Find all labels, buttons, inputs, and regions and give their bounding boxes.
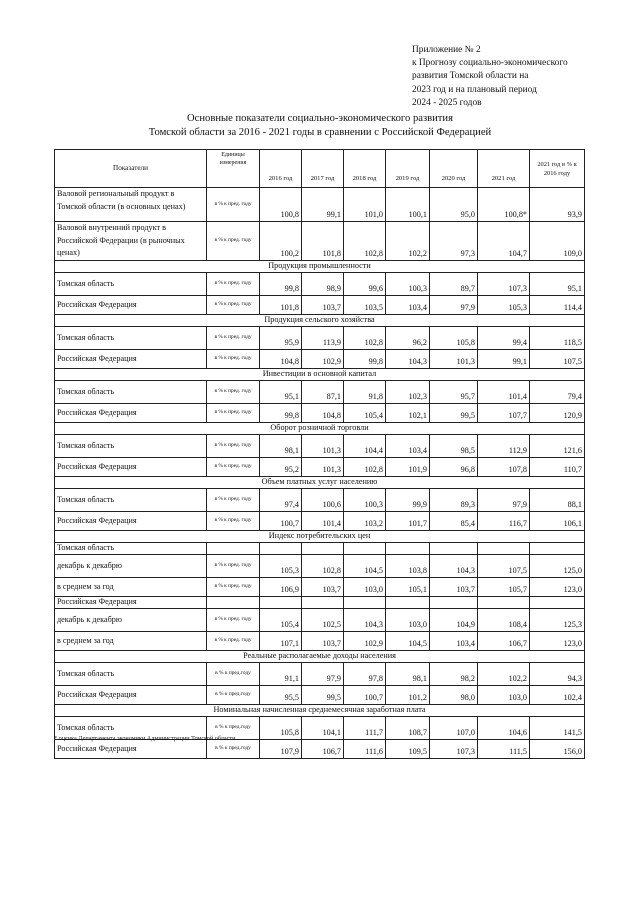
year-value: 105,8: [260, 716, 302, 739]
year-value: 100,7: [260, 511, 302, 530]
row-unit: в % к пред. году: [207, 349, 260, 368]
table-row: [55, 554, 585, 577]
year-value: 103,7: [302, 631, 344, 650]
table-row: [55, 488, 585, 511]
empty-cell: [430, 542, 478, 554]
header-indicator: Показатели: [55, 150, 207, 188]
year-value: 100,3: [344, 488, 386, 511]
year-value: 97,4: [260, 488, 302, 511]
table-row: [55, 403, 585, 422]
table-row: [55, 511, 585, 530]
row-label: Томская область: [55, 716, 207, 739]
year-value: 102,8: [302, 554, 344, 577]
year-value: 101,2: [386, 685, 430, 704]
section-row: [55, 476, 585, 488]
row-label: декабрь к декабрю: [55, 608, 207, 631]
row-unit: в % к пред. году: [207, 403, 260, 422]
percent-value: 107,5: [530, 349, 585, 368]
table-row: [55, 434, 585, 457]
year-value: 103,2: [344, 511, 386, 530]
percent-value: 156,0: [530, 739, 585, 758]
year-value: 104,1: [302, 716, 344, 739]
year-value: 101,4: [478, 380, 530, 403]
year-value: 97,8: [344, 662, 386, 685]
section-title: Объем платных услуг населению: [55, 476, 585, 488]
year-value: 105,4: [260, 608, 302, 631]
year-value: 102,8: [344, 457, 386, 476]
section-title: Оборот розничной торговли: [55, 422, 585, 434]
year-value: 97,3: [430, 222, 478, 261]
appendix-note: [412, 44, 568, 110]
percent-value: 106,1: [530, 511, 585, 530]
table-row: [55, 295, 585, 314]
year-value: 95,1: [260, 380, 302, 403]
empty-cell: [302, 596, 344, 608]
row-label: Российская Федерация: [55, 403, 207, 422]
empty-cell: [478, 542, 530, 554]
year-value: 100,8*: [478, 188, 530, 222]
header-year: 2017 год: [302, 150, 344, 188]
header-unit: Единицы измерения: [207, 150, 260, 188]
percent-value: 125,0: [530, 554, 585, 577]
year-value: 105,3: [260, 554, 302, 577]
header-year: 2020 год: [430, 150, 478, 188]
row-label: Валовой региональный продукт в Томской области (в основных ценах): [55, 188, 207, 222]
section-row: [55, 314, 585, 326]
year-value: 98,9: [302, 272, 344, 295]
row-unit: в % к пред.году: [207, 716, 260, 739]
year-value: 103,7: [302, 577, 344, 596]
year-value: 104,3: [344, 608, 386, 631]
section-row: [55, 650, 585, 662]
row-unit: в % к пред. году: [207, 608, 260, 631]
year-value: 103,4: [386, 434, 430, 457]
year-value: 107,7: [478, 403, 530, 422]
year-value: 100,2: [260, 222, 302, 261]
row-label: в среднем за год: [55, 631, 207, 650]
appendix-line: Приложение № 2: [412, 45, 481, 55]
row-label: Томская область: [55, 380, 207, 403]
section-row: [55, 530, 585, 542]
percent-value: 120,9: [530, 403, 585, 422]
year-value: 103,0: [344, 577, 386, 596]
empty-cell: [207, 596, 260, 608]
year-value: 102,2: [478, 662, 530, 685]
percent-value: 95,1: [530, 272, 585, 295]
year-value: 107,3: [430, 739, 478, 758]
year-value: 87,1: [302, 380, 344, 403]
year-value: 97,9: [430, 295, 478, 314]
row-label: Российская Федерация: [55, 685, 207, 704]
table-row: [55, 380, 585, 403]
header-year: 2019 год: [386, 150, 430, 188]
row-label: Томская область: [55, 662, 207, 685]
year-value: 102,9: [344, 631, 386, 650]
year-value: 99,9: [386, 488, 430, 511]
year-value: 102,2: [386, 222, 430, 261]
year-value: 97,9: [302, 662, 344, 685]
row-unit: в % к пред. году: [207, 434, 260, 457]
empty-cell: [302, 542, 344, 554]
year-value: 106,7: [478, 631, 530, 650]
year-value: 102,8: [344, 326, 386, 349]
table-row: [55, 222, 585, 261]
year-value: 101,3: [302, 457, 344, 476]
percent-value: 123,0: [530, 577, 585, 596]
header-percent: 2021 год в % к 2016 году: [530, 150, 585, 188]
row-unit: в % к пред.году: [207, 739, 260, 758]
percent-value: 93,9: [530, 188, 585, 222]
year-value: 98,1: [260, 434, 302, 457]
section-title: Номинальная начисленная среднемесячная заработная плата: [55, 704, 585, 716]
row-unit: в % к пред. году: [207, 222, 260, 261]
row-unit: в % к пред. году: [207, 457, 260, 476]
year-value: 101,7: [386, 511, 430, 530]
year-value: 105,4: [344, 403, 386, 422]
row-label: декабрь к декабрю: [55, 554, 207, 577]
year-value: 98,1: [386, 662, 430, 685]
row-unit: в % к пред. году: [207, 380, 260, 403]
year-value: 102,1: [386, 403, 430, 422]
footnote: * оценка Департамента экономики Администрации Томской области: [54, 735, 236, 742]
group-label-row: [55, 596, 585, 608]
percent-value: 88,1: [530, 488, 585, 511]
section-title: Реальные располагаемые доходы населения: [55, 650, 585, 662]
year-value: 99,4: [478, 326, 530, 349]
year-value: 109,5: [386, 739, 430, 758]
year-value: 99,6: [344, 272, 386, 295]
year-value: 105,7: [478, 577, 530, 596]
year-value: 98,0: [430, 685, 478, 704]
year-value: 103,5: [344, 295, 386, 314]
section-title: Индекс потребительских цен: [55, 530, 585, 542]
section-title: Инвестиции в основной капитал: [55, 368, 585, 380]
year-value: 105,1: [386, 577, 430, 596]
year-value: 95,5: [260, 685, 302, 704]
table-header-row: [55, 150, 585, 188]
table-row: [55, 662, 585, 685]
section-row: [55, 260, 585, 272]
header-year: 2016 год: [260, 150, 302, 188]
year-value: 95,9: [260, 326, 302, 349]
year-value: 107,9: [260, 739, 302, 758]
year-value: 113,9: [302, 326, 344, 349]
section-title: Продукция промышленности: [55, 260, 585, 272]
empty-cell: [344, 542, 386, 554]
row-label: в среднем за год: [55, 577, 207, 596]
table-row: [55, 685, 585, 704]
year-value: 100,3: [386, 272, 430, 295]
year-value: 101,3: [430, 349, 478, 368]
year-value: 102,9: [302, 349, 344, 368]
row-unit: в % к пред. году: [207, 554, 260, 577]
year-value: 104,3: [430, 554, 478, 577]
year-value: 104,7: [478, 222, 530, 261]
empty-cell: [430, 596, 478, 608]
year-value: 98,2: [430, 662, 478, 685]
year-value: 104,8: [302, 403, 344, 422]
year-value: 106,7: [302, 739, 344, 758]
year-value: 102,3: [386, 380, 430, 403]
empty-cell: [530, 542, 585, 554]
title-line: Томской области за 2016 - 2021 годы в сравнении с Российской Федерацией: [148, 127, 492, 138]
row-unit: в % к пред. году: [207, 577, 260, 596]
percent-value: 94,3: [530, 662, 585, 685]
year-value: 107,8: [478, 457, 530, 476]
year-value: 107,5: [478, 554, 530, 577]
row-unit: в % к пред.году: [207, 662, 260, 685]
year-value: 95,7: [430, 380, 478, 403]
row-unit: в % к пред. году: [207, 488, 260, 511]
year-value: 103,0: [386, 608, 430, 631]
year-value: 104,3: [386, 349, 430, 368]
year-value: 108,7: [386, 716, 430, 739]
document-title: [0, 112, 640, 140]
year-value: 103,4: [386, 295, 430, 314]
year-value: 111,7: [344, 716, 386, 739]
year-value: 85,4: [430, 511, 478, 530]
row-unit: в % к пред. году: [207, 188, 260, 222]
year-value: 99,8: [260, 403, 302, 422]
header-year: 2018 год: [344, 150, 386, 188]
year-value: 91,8: [344, 380, 386, 403]
year-value: 101,8: [302, 222, 344, 261]
year-value: 116,7: [478, 511, 530, 530]
year-value: 99,8: [260, 272, 302, 295]
year-value: 100,1: [386, 188, 430, 222]
year-value: 104,4: [344, 434, 386, 457]
year-value: 89,7: [430, 272, 478, 295]
table-row: [55, 349, 585, 368]
table-row: [55, 608, 585, 631]
empty-cell: [478, 596, 530, 608]
year-value: 107,3: [478, 272, 530, 295]
row-label: Томская область: [55, 488, 207, 511]
percent-value: 123,0: [530, 631, 585, 650]
percent-value: 118,5: [530, 326, 585, 349]
year-value: 108,4: [478, 608, 530, 631]
appendix-line: развития Томской области на: [412, 71, 529, 82]
year-value: 101,4: [302, 511, 344, 530]
year-value: 91,1: [260, 662, 302, 685]
row-unit: в % к пред. году: [207, 511, 260, 530]
table-row: [55, 188, 585, 222]
row-unit: в % к пред.году: [207, 685, 260, 704]
year-value: 104,6: [478, 716, 530, 739]
year-value: 103,7: [430, 577, 478, 596]
row-label: Российская Федерация: [55, 349, 207, 368]
section-row: [55, 422, 585, 434]
year-value: 107,1: [260, 631, 302, 650]
group-label-row: [55, 542, 585, 554]
year-value: 105,8: [430, 326, 478, 349]
year-value: 96,8: [430, 457, 478, 476]
year-value: 103,4: [430, 631, 478, 650]
header-year: 2021 год: [478, 150, 530, 188]
section-title: Продукция сельского хозяйства: [55, 314, 585, 326]
empty-cell: [207, 542, 260, 554]
appendix-line: к Прогнозу социально-экономического: [412, 58, 568, 69]
year-value: 112,9: [478, 434, 530, 457]
year-value: 111,6: [344, 739, 386, 758]
row-label: Российская Федерация: [55, 511, 207, 530]
group-label: Российская Федерация: [55, 596, 207, 608]
row-unit: в % к пред. году: [207, 295, 260, 314]
row-label: Российская Федерация: [55, 457, 207, 476]
year-value: 97,9: [478, 488, 530, 511]
year-value: 104,5: [386, 631, 430, 650]
year-value: 101,8: [260, 295, 302, 314]
percent-value: 79,4: [530, 380, 585, 403]
empty-cell: [530, 596, 585, 608]
year-value: 99,1: [302, 188, 344, 222]
row-unit: в % к пред. году: [207, 272, 260, 295]
year-value: 101,3: [302, 434, 344, 457]
year-value: 104,8: [260, 349, 302, 368]
table-row: [55, 577, 585, 596]
year-value: 101,9: [386, 457, 430, 476]
year-value: 104,5: [344, 554, 386, 577]
group-label: Томская область: [55, 542, 207, 554]
year-value: 99,1: [478, 349, 530, 368]
row-label: Томская область: [55, 434, 207, 457]
table-row: [55, 457, 585, 476]
year-value: 107,0: [430, 716, 478, 739]
row-label: Российская Федерация: [55, 295, 207, 314]
percent-value: 125,3: [530, 608, 585, 631]
table-row: [55, 631, 585, 650]
empty-cell: [344, 596, 386, 608]
year-value: 103,0: [478, 685, 530, 704]
percent-value: 102,4: [530, 685, 585, 704]
year-value: 111,5: [478, 739, 530, 758]
year-value: 106,9: [260, 577, 302, 596]
empty-cell: [386, 596, 430, 608]
year-value: 101,0: [344, 188, 386, 222]
row-label: Российская Федерация: [55, 739, 207, 758]
year-value: 102,5: [302, 608, 344, 631]
year-value: 89,3: [430, 488, 478, 511]
year-value: 100,7: [344, 685, 386, 704]
year-value: 103,7: [302, 295, 344, 314]
year-value: 100,6: [302, 488, 344, 511]
appendix-line: 2023 год и на плановый период: [412, 84, 537, 95]
title-line: Основные показатели социально-экономического развития: [187, 113, 453, 124]
row-label: Томская область: [55, 326, 207, 349]
table-row: [55, 326, 585, 349]
empty-cell: [260, 596, 302, 608]
row-label: Томская область: [55, 272, 207, 295]
percent-value: 114,4: [530, 295, 585, 314]
year-value: 96,2: [386, 326, 430, 349]
year-value: 105,3: [478, 295, 530, 314]
year-value: 98,5: [430, 434, 478, 457]
empty-cell: [386, 542, 430, 554]
year-value: 104,9: [430, 608, 478, 631]
row-unit: в % к пред. году: [207, 326, 260, 349]
year-value: 95,2: [260, 457, 302, 476]
percent-value: 121,6: [530, 434, 585, 457]
section-row: [55, 368, 585, 380]
percent-value: 110,7: [530, 457, 585, 476]
year-value: 99,8: [344, 349, 386, 368]
table-row: [55, 272, 585, 295]
section-row: [55, 704, 585, 716]
percent-value: 109,0: [530, 222, 585, 261]
percent-value: 141,5: [530, 716, 585, 739]
year-value: 99,5: [430, 403, 478, 422]
year-value: 100,8: [260, 188, 302, 222]
year-value: 103,8: [386, 554, 430, 577]
row-label: Валовой внутренний продукт в Российской Федерации (в рыночных ценах): [55, 222, 207, 261]
appendix-line: 2024 - 2025 годов: [412, 97, 482, 108]
year-value: 99,5: [302, 685, 344, 704]
row-unit: в % к пред. году: [207, 631, 260, 650]
empty-cell: [260, 542, 302, 554]
table-row: [55, 739, 585, 758]
indicators-table: [54, 149, 585, 759]
year-value: 95,0: [430, 188, 478, 222]
year-value: 102,8: [344, 222, 386, 261]
